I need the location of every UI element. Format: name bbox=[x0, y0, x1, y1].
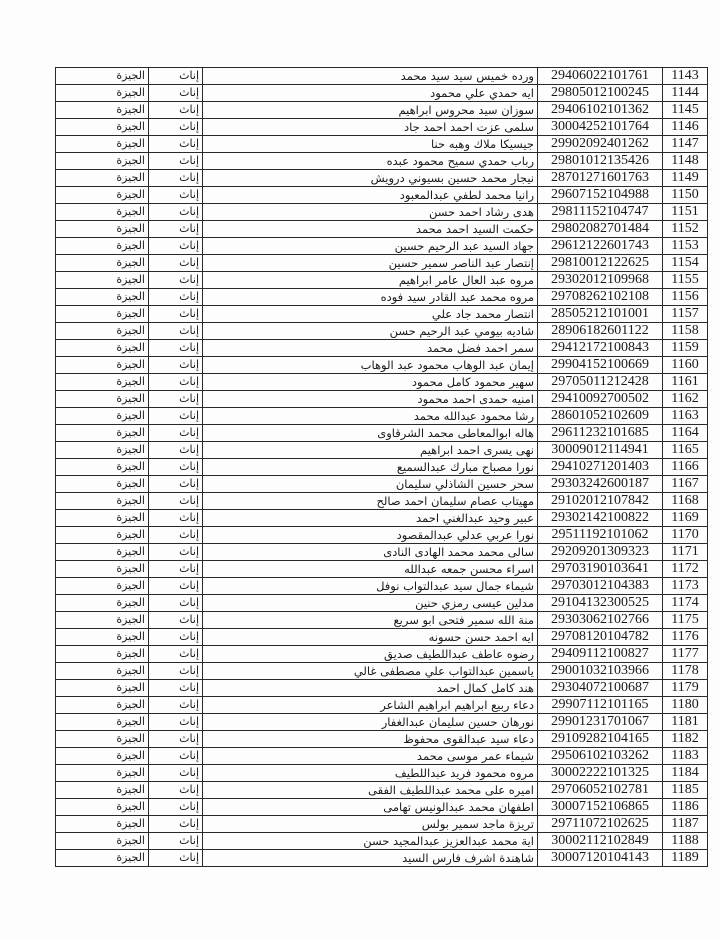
gender-cell: إناث bbox=[149, 663, 203, 680]
table-row bbox=[56, 646, 708, 663]
governorate-cell: الجيزة bbox=[56, 187, 149, 204]
national-id-cell: 28601052102609 bbox=[538, 408, 663, 425]
name-cell: دعاء سيد عبدالقوى محفوظ bbox=[203, 731, 538, 748]
name-cell: مروه محمود فريد عبداللطيف bbox=[203, 765, 538, 782]
governorate-cell: الجيزة bbox=[56, 119, 149, 136]
row-number-cell: 1159 bbox=[663, 340, 708, 357]
governorate-cell: الجيزة bbox=[56, 493, 149, 510]
table-row bbox=[56, 629, 708, 646]
row-number-cell: 1185 bbox=[663, 782, 708, 799]
table-row bbox=[56, 578, 708, 595]
name-cell: سوزان سيد محروس ابراهيم bbox=[203, 102, 538, 119]
governorate-cell: الجيزة bbox=[56, 102, 149, 119]
table-row bbox=[56, 68, 708, 85]
national-id-cell: 29801012135426 bbox=[538, 153, 663, 170]
gender-cell: إناث bbox=[149, 697, 203, 714]
gender-cell: إناث bbox=[149, 561, 203, 578]
name-cell: نورا عربي عدلي عبدالمقصود bbox=[203, 527, 538, 544]
national-id-cell: 29410271201403 bbox=[538, 459, 663, 476]
row-number-cell: 1158 bbox=[663, 323, 708, 340]
row-number-cell: 1154 bbox=[663, 255, 708, 272]
name-cell: رضوه عاطف عبداللطيف صديق bbox=[203, 646, 538, 663]
governorate-cell: الجيزة bbox=[56, 289, 149, 306]
table-row bbox=[56, 153, 708, 170]
name-cell: اية محمد عبدالعزيز عبدالمجيد حسن bbox=[203, 833, 538, 850]
gender-cell: إناث bbox=[149, 799, 203, 816]
row-number-cell: 1155 bbox=[663, 272, 708, 289]
gender-cell: إناث bbox=[149, 136, 203, 153]
governorate-cell: الجيزة bbox=[56, 170, 149, 187]
name-cell: ياسمين عبدالتواب علي مصطفى غالي bbox=[203, 663, 538, 680]
row-number-cell: 1171 bbox=[663, 544, 708, 561]
row-number-cell: 1164 bbox=[663, 425, 708, 442]
governorate-cell: الجيزة bbox=[56, 425, 149, 442]
gender-cell: إناث bbox=[149, 442, 203, 459]
governorate-cell: الجيزة bbox=[56, 714, 149, 731]
national-id-cell: 29102012107842 bbox=[538, 493, 663, 510]
national-id-cell: 29703190103641 bbox=[538, 561, 663, 578]
name-cell: ايه حمدي علي محمود bbox=[203, 85, 538, 102]
national-id-cell: 28505212101001 bbox=[538, 306, 663, 323]
gender-cell: إناث bbox=[149, 833, 203, 850]
name-cell: شيماء عمر موسى محمد bbox=[203, 748, 538, 765]
national-id-cell: 29611232101685 bbox=[538, 425, 663, 442]
row-number-cell: 1172 bbox=[663, 561, 708, 578]
name-cell: نورهان حسين سليمان عبدالغفار bbox=[203, 714, 538, 731]
row-number-cell: 1189 bbox=[663, 850, 708, 867]
row-number-cell: 1147 bbox=[663, 136, 708, 153]
governorate-cell: الجيزة bbox=[56, 680, 149, 697]
governorate-cell: الجيزة bbox=[56, 646, 149, 663]
table-row bbox=[56, 170, 708, 187]
table-row bbox=[56, 663, 708, 680]
gender-cell: إناث bbox=[149, 731, 203, 748]
row-number-cell: 1177 bbox=[663, 646, 708, 663]
gender-cell: إناث bbox=[149, 102, 203, 119]
governorate-cell: الجيزة bbox=[56, 459, 149, 476]
governorate-cell: الجيزة bbox=[56, 204, 149, 221]
gender-cell: إناث bbox=[149, 595, 203, 612]
governorate-cell: الجيزة bbox=[56, 357, 149, 374]
gender-cell: إناث bbox=[149, 323, 203, 340]
name-cell: إيمان عبد الوهاب محمود عبد الوهاب bbox=[203, 357, 538, 374]
governorate-cell: الجيزة bbox=[56, 816, 149, 833]
governorate-cell: الجيزة bbox=[56, 85, 149, 102]
row-number-cell: 1162 bbox=[663, 391, 708, 408]
national-id-cell: 30004252101764 bbox=[538, 119, 663, 136]
name-cell: رانيا محمد لطفي عبدالمعبود bbox=[203, 187, 538, 204]
name-cell: حكمت السيد احمد محمد bbox=[203, 221, 538, 238]
national-id-cell: 29805012100245 bbox=[538, 85, 663, 102]
row-number-cell: 1176 bbox=[663, 629, 708, 646]
gender-cell: إناث bbox=[149, 816, 203, 833]
governorate-cell: الجيزة bbox=[56, 544, 149, 561]
gender-cell: إناث bbox=[149, 391, 203, 408]
national-id-cell: 29708262102108 bbox=[538, 289, 663, 306]
row-number-cell: 1186 bbox=[663, 799, 708, 816]
row-number-cell: 1146 bbox=[663, 119, 708, 136]
name-cell: نورا مصباح مبارك عبدالسميع bbox=[203, 459, 538, 476]
gender-cell: إناث bbox=[149, 782, 203, 799]
table-row bbox=[56, 476, 708, 493]
national-id-cell: 29109282104165 bbox=[538, 731, 663, 748]
gender-cell: إناث bbox=[149, 629, 203, 646]
national-id-cell: 30002112102849 bbox=[538, 833, 663, 850]
row-number-cell: 1144 bbox=[663, 85, 708, 102]
gender-cell: إناث bbox=[149, 765, 203, 782]
roster-body bbox=[56, 68, 708, 867]
row-number-cell: 1149 bbox=[663, 170, 708, 187]
row-number-cell: 1187 bbox=[663, 816, 708, 833]
table-row bbox=[56, 425, 708, 442]
row-number-cell: 1153 bbox=[663, 238, 708, 255]
name-cell: رباب حمدي سميح محمود عبده bbox=[203, 153, 538, 170]
gender-cell: إناث bbox=[149, 850, 203, 867]
governorate-cell: الجيزة bbox=[56, 374, 149, 391]
table-row bbox=[56, 136, 708, 153]
table-row bbox=[56, 612, 708, 629]
governorate-cell: الجيزة bbox=[56, 340, 149, 357]
row-number-cell: 1188 bbox=[663, 833, 708, 850]
national-id-cell: 30007152106865 bbox=[538, 799, 663, 816]
name-cell: مروه محمد عبد القادر سيد فوده bbox=[203, 289, 538, 306]
gender-cell: إناث bbox=[149, 510, 203, 527]
national-id-cell: 28906182601122 bbox=[538, 323, 663, 340]
governorate-cell: الجيزة bbox=[56, 391, 149, 408]
national-id-cell: 29506102103262 bbox=[538, 748, 663, 765]
name-cell: نهى يسرى احمد ابراهيم bbox=[203, 442, 538, 459]
national-id-cell: 29406022101761 bbox=[538, 68, 663, 85]
governorate-cell: الجيزة bbox=[56, 238, 149, 255]
name-cell: انتصار محمد جاد علي bbox=[203, 306, 538, 323]
gender-cell: إناث bbox=[149, 340, 203, 357]
row-number-cell: 1180 bbox=[663, 697, 708, 714]
gender-cell: إناث bbox=[149, 374, 203, 391]
national-id-cell: 29810012122625 bbox=[538, 255, 663, 272]
row-number-cell: 1151 bbox=[663, 204, 708, 221]
governorate-cell: الجيزة bbox=[56, 255, 149, 272]
name-cell: مهيتاب عصام سليمان احمد صالح bbox=[203, 493, 538, 510]
gender-cell: إناث bbox=[149, 204, 203, 221]
governorate-cell: الجيزة bbox=[56, 221, 149, 238]
table-row bbox=[56, 272, 708, 289]
gender-cell: إناث bbox=[149, 357, 203, 374]
gender-cell: إناث bbox=[149, 612, 203, 629]
governorate-cell: الجيزة bbox=[56, 833, 149, 850]
governorate-cell: الجيزة bbox=[56, 561, 149, 578]
row-number-cell: 1174 bbox=[663, 595, 708, 612]
governorate-cell: الجيزة bbox=[56, 765, 149, 782]
table-row bbox=[56, 765, 708, 782]
gender-cell: إناث bbox=[149, 68, 203, 85]
table-row bbox=[56, 187, 708, 204]
table-row bbox=[56, 238, 708, 255]
national-id-cell: 29705011212428 bbox=[538, 374, 663, 391]
national-id-cell: 29904152100669 bbox=[538, 357, 663, 374]
gender-cell: إناث bbox=[149, 238, 203, 255]
name-cell: سلمى عزت احمد احمد جاد bbox=[203, 119, 538, 136]
national-id-cell: 28701271601763 bbox=[538, 170, 663, 187]
governorate-cell: الجيزة bbox=[56, 408, 149, 425]
name-cell: شاديه بيومي عبد الرحيم حسن bbox=[203, 323, 538, 340]
name-cell: امنيه حمدى احمد محمود bbox=[203, 391, 538, 408]
name-cell: مدلين عيسى رمزي حنين bbox=[203, 595, 538, 612]
table-row bbox=[56, 408, 708, 425]
row-number-cell: 1145 bbox=[663, 102, 708, 119]
name-cell: دعاء ربيع ابراهيم ابراهيم الشاعر bbox=[203, 697, 538, 714]
governorate-cell: الجيزة bbox=[56, 748, 149, 765]
row-number-cell: 1163 bbox=[663, 408, 708, 425]
gender-cell: إناث bbox=[149, 221, 203, 238]
national-id-cell: 29703012104383 bbox=[538, 578, 663, 595]
governorate-cell: الجيزة bbox=[56, 663, 149, 680]
national-id-cell: 29907112101165 bbox=[538, 697, 663, 714]
table-row bbox=[56, 714, 708, 731]
governorate-cell: الجيزة bbox=[56, 306, 149, 323]
row-number-cell: 1157 bbox=[663, 306, 708, 323]
table-row bbox=[56, 204, 708, 221]
row-number-cell: 1178 bbox=[663, 663, 708, 680]
row-number-cell: 1170 bbox=[663, 527, 708, 544]
gender-cell: إناث bbox=[149, 646, 203, 663]
national-id-cell: 29902092401262 bbox=[538, 136, 663, 153]
table-row bbox=[56, 102, 708, 119]
governorate-cell: الجيزة bbox=[56, 799, 149, 816]
name-cell: شاهندة اشرف فارس السيد bbox=[203, 850, 538, 867]
governorate-cell: الجيزة bbox=[56, 68, 149, 85]
national-id-cell: 29209201309323 bbox=[538, 544, 663, 561]
row-number-cell: 1168 bbox=[663, 493, 708, 510]
name-cell: تريزة ماجد سمير بولس bbox=[203, 816, 538, 833]
name-cell: هدى رشاد احمد حسن bbox=[203, 204, 538, 221]
table-row bbox=[56, 833, 708, 850]
table-row bbox=[56, 374, 708, 391]
gender-cell: إناث bbox=[149, 714, 203, 731]
name-cell: مروه عبد العال عامر ابراهيم bbox=[203, 272, 538, 289]
national-id-cell: 29901231701067 bbox=[538, 714, 663, 731]
governorate-cell: الجيزة bbox=[56, 272, 149, 289]
national-id-cell: 30009012114941 bbox=[538, 442, 663, 459]
gender-cell: إناث bbox=[149, 289, 203, 306]
name-cell: ورده خميس سيد سيد محمد bbox=[203, 68, 538, 85]
name-cell: سهير محمود كامل محمود bbox=[203, 374, 538, 391]
row-number-cell: 1148 bbox=[663, 153, 708, 170]
national-id-cell: 29409112100827 bbox=[538, 646, 663, 663]
gender-cell: إناث bbox=[149, 306, 203, 323]
national-id-cell: 29802082701484 bbox=[538, 221, 663, 238]
table-row bbox=[56, 306, 708, 323]
row-number-cell: 1184 bbox=[663, 765, 708, 782]
row-number-cell: 1150 bbox=[663, 187, 708, 204]
name-cell: اطفهان محمد عبدالونيس تهامى bbox=[203, 799, 538, 816]
gender-cell: إناث bbox=[149, 153, 203, 170]
table-row bbox=[56, 493, 708, 510]
roster-table bbox=[55, 67, 708, 867]
name-cell: ايه احمد حسن حسونه bbox=[203, 629, 538, 646]
name-cell: عبير وحيد عبدالغني احمد bbox=[203, 510, 538, 527]
table-row bbox=[56, 544, 708, 561]
national-id-cell: 29303242600187 bbox=[538, 476, 663, 493]
governorate-cell: الجيزة bbox=[56, 612, 149, 629]
governorate-cell: الجيزة bbox=[56, 323, 149, 340]
gender-cell: إناث bbox=[149, 578, 203, 595]
gender-cell: إناث bbox=[149, 459, 203, 476]
national-id-cell: 29302142100822 bbox=[538, 510, 663, 527]
national-id-cell: 29706052102781 bbox=[538, 782, 663, 799]
table-row bbox=[56, 323, 708, 340]
national-id-cell: 29711072102625 bbox=[538, 816, 663, 833]
name-cell: اسراء محسن جمعه عبدالله bbox=[203, 561, 538, 578]
row-number-cell: 1143 bbox=[663, 68, 708, 85]
gender-cell: إناث bbox=[149, 85, 203, 102]
table-row bbox=[56, 340, 708, 357]
national-id-cell: 29104132300525 bbox=[538, 595, 663, 612]
table-row bbox=[56, 85, 708, 102]
gender-cell: إناث bbox=[149, 170, 203, 187]
table-row bbox=[56, 595, 708, 612]
table-row bbox=[56, 510, 708, 527]
name-cell: رشا محمود عبدالله محمد bbox=[203, 408, 538, 425]
gender-cell: إناث bbox=[149, 527, 203, 544]
name-cell: جيسيكا ملاك وهبه حنا bbox=[203, 136, 538, 153]
name-cell: سمر احمد فضل محمد bbox=[203, 340, 538, 357]
table-row bbox=[56, 442, 708, 459]
row-number-cell: 1152 bbox=[663, 221, 708, 238]
national-id-cell: 29410092700502 bbox=[538, 391, 663, 408]
national-id-cell: 29303062102766 bbox=[538, 612, 663, 629]
table-row bbox=[56, 799, 708, 816]
national-id-cell: 29001032103966 bbox=[538, 663, 663, 680]
national-id-cell: 30002222101325 bbox=[538, 765, 663, 782]
national-id-cell: 29304072100687 bbox=[538, 680, 663, 697]
governorate-cell: الجيزة bbox=[56, 850, 149, 867]
national-id-cell: 29811152104747 bbox=[538, 204, 663, 221]
table-row bbox=[56, 527, 708, 544]
national-id-cell: 29607152104988 bbox=[538, 187, 663, 204]
national-id-cell: 29412172100843 bbox=[538, 340, 663, 357]
table-row bbox=[56, 782, 708, 799]
gender-cell: إناث bbox=[149, 493, 203, 510]
governorate-cell: الجيزة bbox=[56, 476, 149, 493]
governorate-cell: الجيزة bbox=[56, 629, 149, 646]
national-id-cell: 29612122601743 bbox=[538, 238, 663, 255]
gender-cell: إناث bbox=[149, 187, 203, 204]
row-number-cell: 1179 bbox=[663, 680, 708, 697]
name-cell: جهاد السيد عبد الرحيم حسين bbox=[203, 238, 538, 255]
row-number-cell: 1169 bbox=[663, 510, 708, 527]
table-row bbox=[56, 748, 708, 765]
row-number-cell: 1175 bbox=[663, 612, 708, 629]
name-cell: إنتصار عبد الناصر سمير حسين bbox=[203, 255, 538, 272]
governorate-cell: الجيزة bbox=[56, 442, 149, 459]
gender-cell: إناث bbox=[149, 476, 203, 493]
row-number-cell: 1182 bbox=[663, 731, 708, 748]
gender-cell: إناث bbox=[149, 408, 203, 425]
national-id-cell: 29708120104782 bbox=[538, 629, 663, 646]
table-row bbox=[56, 561, 708, 578]
gender-cell: إناث bbox=[149, 255, 203, 272]
gender-cell: إناث bbox=[149, 544, 203, 561]
table-row bbox=[56, 391, 708, 408]
table-row bbox=[56, 289, 708, 306]
table-row bbox=[56, 119, 708, 136]
governorate-cell: الجيزة bbox=[56, 510, 149, 527]
national-id-cell: 29302012109968 bbox=[538, 272, 663, 289]
table-row bbox=[56, 459, 708, 476]
governorate-cell: الجيزة bbox=[56, 527, 149, 544]
table-row bbox=[56, 680, 708, 697]
gender-cell: إناث bbox=[149, 272, 203, 289]
name-cell: سالى محمد محمد الهادى النادى bbox=[203, 544, 538, 561]
name-cell: اميره على محمد عبداللطيف الفقى bbox=[203, 782, 538, 799]
governorate-cell: الجيزة bbox=[56, 697, 149, 714]
governorate-cell: الجيزة bbox=[56, 731, 149, 748]
national-id-cell: 30007120104143 bbox=[538, 850, 663, 867]
gender-cell: إناث bbox=[149, 119, 203, 136]
table-row bbox=[56, 357, 708, 374]
governorate-cell: الجيزة bbox=[56, 595, 149, 612]
row-number-cell: 1160 bbox=[663, 357, 708, 374]
gender-cell: إناث bbox=[149, 425, 203, 442]
governorate-cell: الجيزة bbox=[56, 153, 149, 170]
row-number-cell: 1166 bbox=[663, 459, 708, 476]
national-id-cell: 29511192101062 bbox=[538, 527, 663, 544]
row-number-cell: 1161 bbox=[663, 374, 708, 391]
table-row bbox=[56, 816, 708, 833]
row-number-cell: 1167 bbox=[663, 476, 708, 493]
table-row bbox=[56, 850, 708, 867]
gender-cell: إناث bbox=[149, 748, 203, 765]
national-id-cell: 29406102101362 bbox=[538, 102, 663, 119]
row-number-cell: 1156 bbox=[663, 289, 708, 306]
governorate-cell: الجيزة bbox=[56, 136, 149, 153]
governorate-cell: الجيزة bbox=[56, 578, 149, 595]
row-number-cell: 1183 bbox=[663, 748, 708, 765]
gender-cell: إناث bbox=[149, 680, 203, 697]
name-cell: هاله ابوالمعاطى محمد الشرقاوى bbox=[203, 425, 538, 442]
name-cell: هند كامل كمال احمد bbox=[203, 680, 538, 697]
table-row bbox=[56, 731, 708, 748]
name-cell: سحر حسين الشاذلي سليمان bbox=[203, 476, 538, 493]
name-cell: نيجار محمد حسين بسيوني درويش bbox=[203, 170, 538, 187]
name-cell: شيماء جمال سيد عبدالتواب نوفل bbox=[203, 578, 538, 595]
row-number-cell: 1181 bbox=[663, 714, 708, 731]
name-cell: منة الله سمير فتحى ابو سريع bbox=[203, 612, 538, 629]
row-number-cell: 1173 bbox=[663, 578, 708, 595]
table-row bbox=[56, 697, 708, 714]
table-row bbox=[56, 255, 708, 272]
governorate-cell: الجيزة bbox=[56, 782, 149, 799]
table-row bbox=[56, 221, 708, 238]
row-number-cell: 1165 bbox=[663, 442, 708, 459]
